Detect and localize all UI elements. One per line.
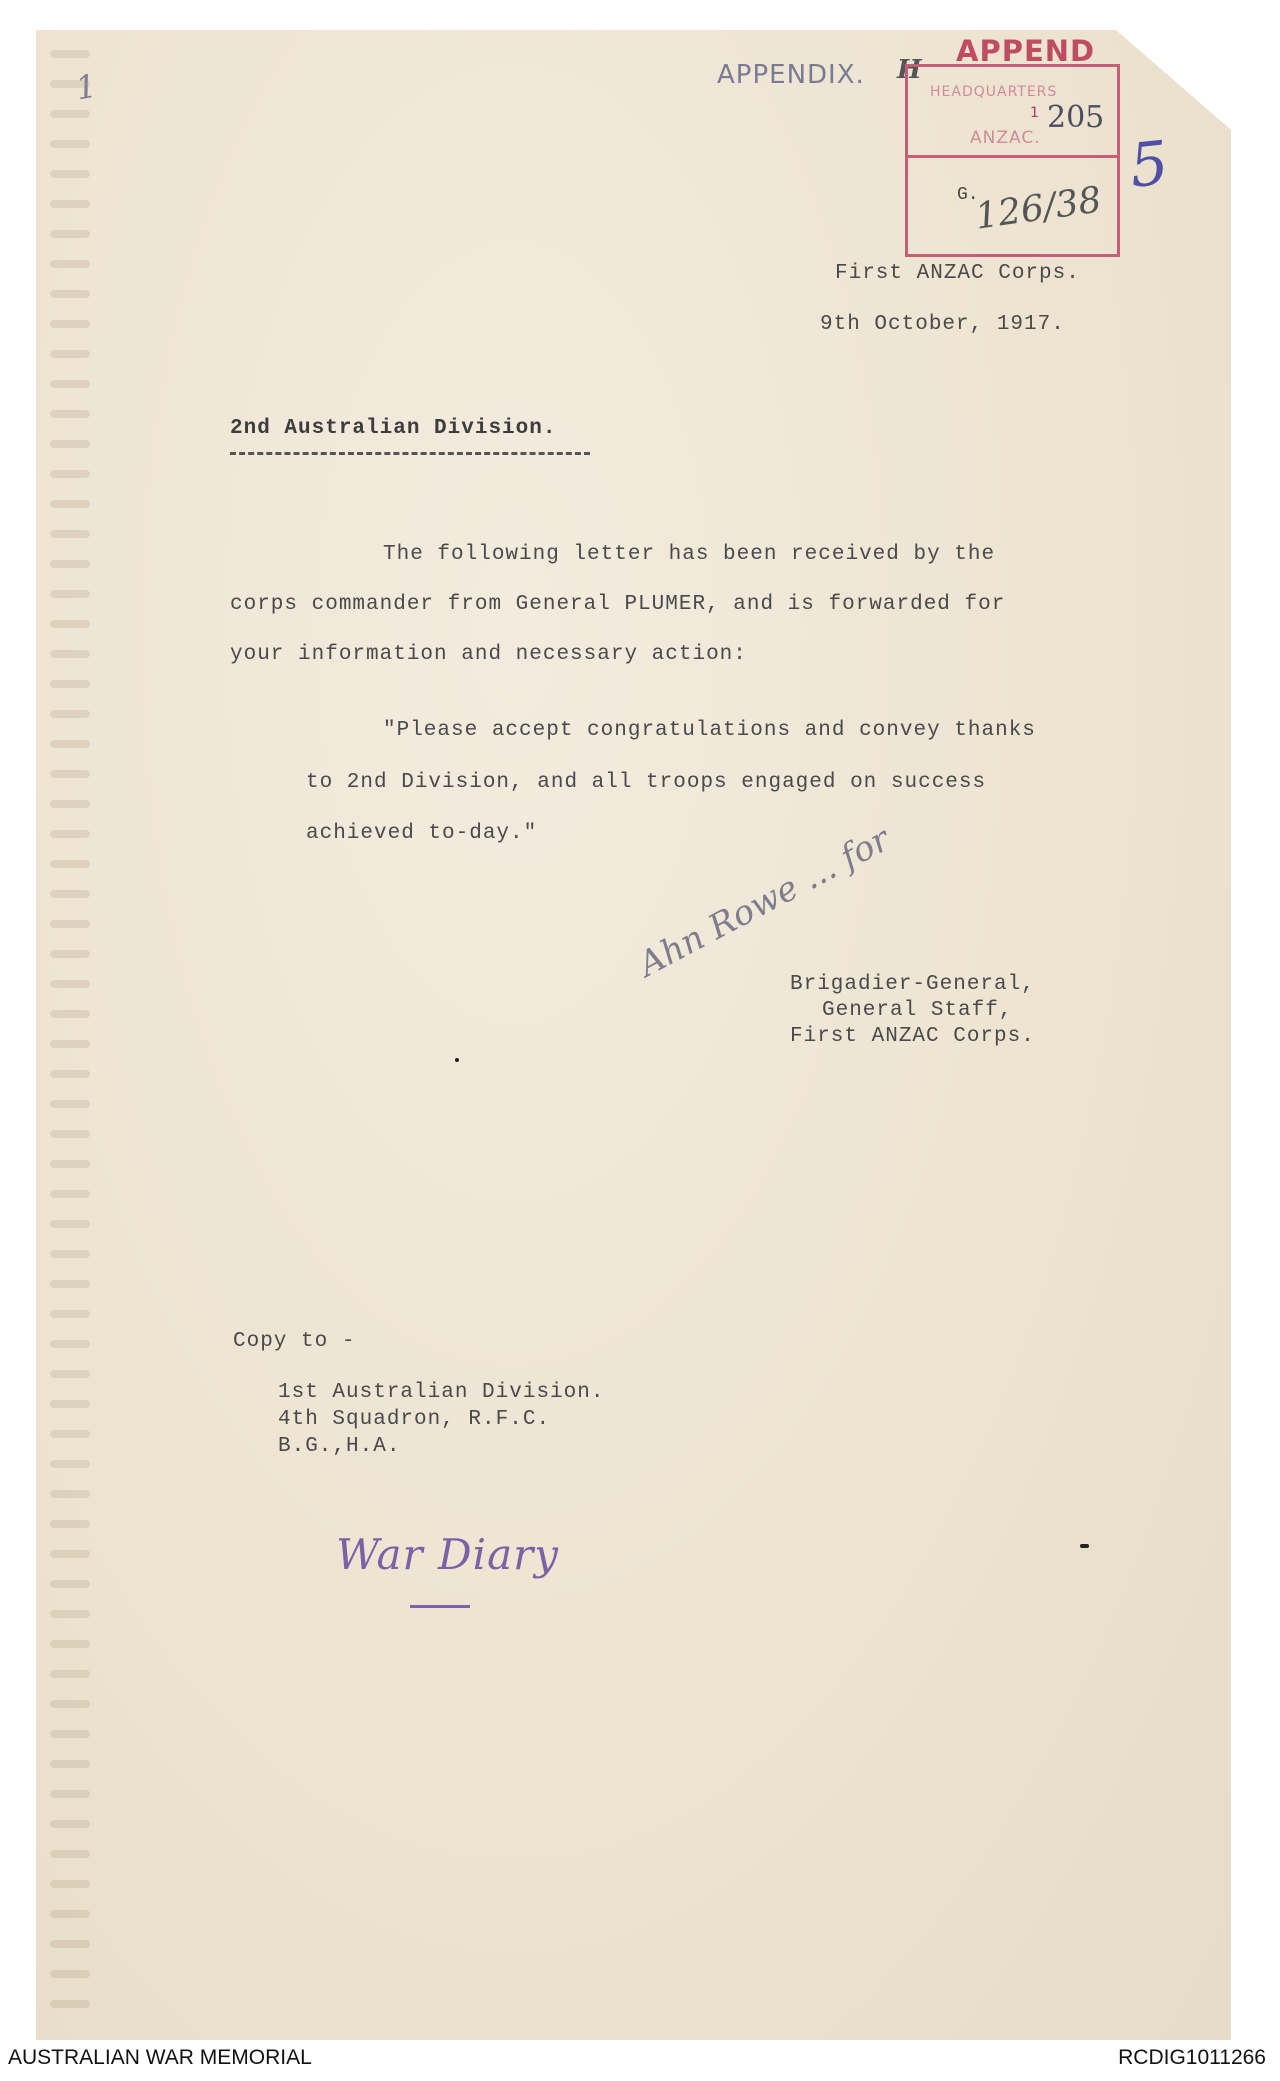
ink-mark [455,1058,459,1062]
quote-line-3: achieved to-day." [306,822,538,845]
perforation-mark [50,1010,90,1018]
stamp-divider [908,155,1117,158]
perforation-mark [50,230,90,238]
perforation-mark [50,1160,90,1168]
copy-to-item: 1st Australian Division. [278,1381,605,1404]
perforation-mark [50,410,90,418]
hq-stamp-reference: 126/38 [972,179,1104,238]
perforation-mark [50,440,90,448]
perforation-mark [50,200,90,208]
corner-page-number: 1 [72,66,100,108]
body-line-3: your information and necessary action: [230,643,747,666]
copy-to-label: Copy to - [233,1330,356,1353]
perforation-mark [50,260,90,268]
perforation-mark [50,740,90,748]
perforation-mark [50,1430,90,1438]
perforation-mark [50,830,90,838]
perforation-mark [50,680,90,688]
perforation-mark [50,170,90,178]
appendix-stamp: APPENDIX. [717,60,865,90]
war-diary-underline [410,1605,470,1608]
from-org: First ANZAC Corps. [835,262,1080,285]
letter-date: 9th October, 1917. [820,313,1065,336]
perforation-mark [50,1760,90,1768]
quote-line-2: to 2nd Division, and all troops engaged on success [306,771,987,794]
perforation-mark [50,1940,90,1948]
perforation-mark [50,1460,90,1468]
hq-stamp-unit: ANZAC. [970,128,1041,148]
perforation-mark [50,1280,90,1288]
perforation-mark [50,290,90,298]
signature-rank: Brigadier-General, [790,973,1035,996]
perforation-mark [50,650,90,658]
perforation-mark [50,1220,90,1228]
hq-stamp-one: 1 [1030,105,1039,121]
addressee: 2nd Australian Division. [230,417,557,440]
appendix-letter: H [897,55,922,85]
perforation-mark [50,1310,90,1318]
perforation-mark [50,1910,90,1918]
perforation-mark [50,1670,90,1678]
perforation-mark [50,1580,90,1588]
perforation-mark [50,1730,90,1738]
perforation-mark [50,1700,90,1708]
perforation-mark [50,1640,90,1648]
perforation-mark [50,1490,90,1498]
war-diary-annotation: War Diary [336,1530,559,1579]
perforation-mark [50,800,90,808]
addressee-underline [230,452,590,455]
perforation-mark [50,1550,90,1558]
perforation-mark [50,1070,90,1078]
quote-line-1: "Please accept congratulations and convey thanks [383,719,1036,742]
perforated-edge [36,30,106,2040]
perforation-mark [50,560,90,568]
perforation-mark [50,1850,90,1858]
perforation-mark [50,980,90,988]
body-line-2: corps commander from General PLUMER, and is forwarded for [230,593,1006,616]
body-line-1: The following letter has been received by the [383,543,996,566]
handwritten-signature: Ahn Rowe ... for [632,819,897,985]
perforation-mark [50,1370,90,1378]
perforation-mark [50,1190,90,1198]
perforation-mark [50,920,90,928]
footer-id: RCDIG1011266 [1118,2046,1266,2069]
perforation-mark [50,530,90,538]
hq-stamp-header: APPEND [956,34,1096,68]
perforation-mark [50,1970,90,1978]
perforation-mark [50,110,90,118]
perforation-mark [50,890,90,898]
perforation-mark [50,2000,90,2008]
perforation-mark [50,140,90,148]
perforation-mark [50,1400,90,1408]
perforation-mark [50,350,90,358]
perforation-mark [50,500,90,508]
perforation-mark [50,50,90,58]
copy-to-item: B.G.,H.A. [278,1435,401,1458]
perforation-mark [50,620,90,628]
ink-mark [1080,1544,1089,1548]
corner-mark: 5 [1126,128,1172,202]
perforation-mark [50,470,90,478]
perforation-mark [50,380,90,388]
perforation-mark [50,1820,90,1828]
copy-to-item: 4th Squadron, R.F.C. [278,1408,551,1431]
perforation-mark [50,1130,90,1138]
signature-staff: General Staff, [822,999,1013,1022]
perforation-mark [50,320,90,328]
hq-stamp-g: G. [957,185,979,205]
perforation-mark [50,770,90,778]
perforation-mark [50,1250,90,1258]
footer-credit: AUSTRALIAN WAR MEMORIAL [8,2046,312,2069]
perforation-mark [50,710,90,718]
perforation-mark [50,1100,90,1108]
perforation-mark [50,950,90,958]
hq-stamp-number: 205 [1047,100,1105,135]
perforation-mark [50,1610,90,1618]
perforation-mark [50,590,90,598]
hq-stamp-org: HEADQUARTERS [930,84,1058,100]
perforation-mark [50,1790,90,1798]
perforation-mark [50,1340,90,1348]
perforation-mark [50,860,90,868]
perforation-mark [50,1520,90,1528]
perforation-mark [50,1040,90,1048]
signature-corps: First ANZAC Corps. [790,1025,1035,1048]
perforation-mark [50,1880,90,1888]
